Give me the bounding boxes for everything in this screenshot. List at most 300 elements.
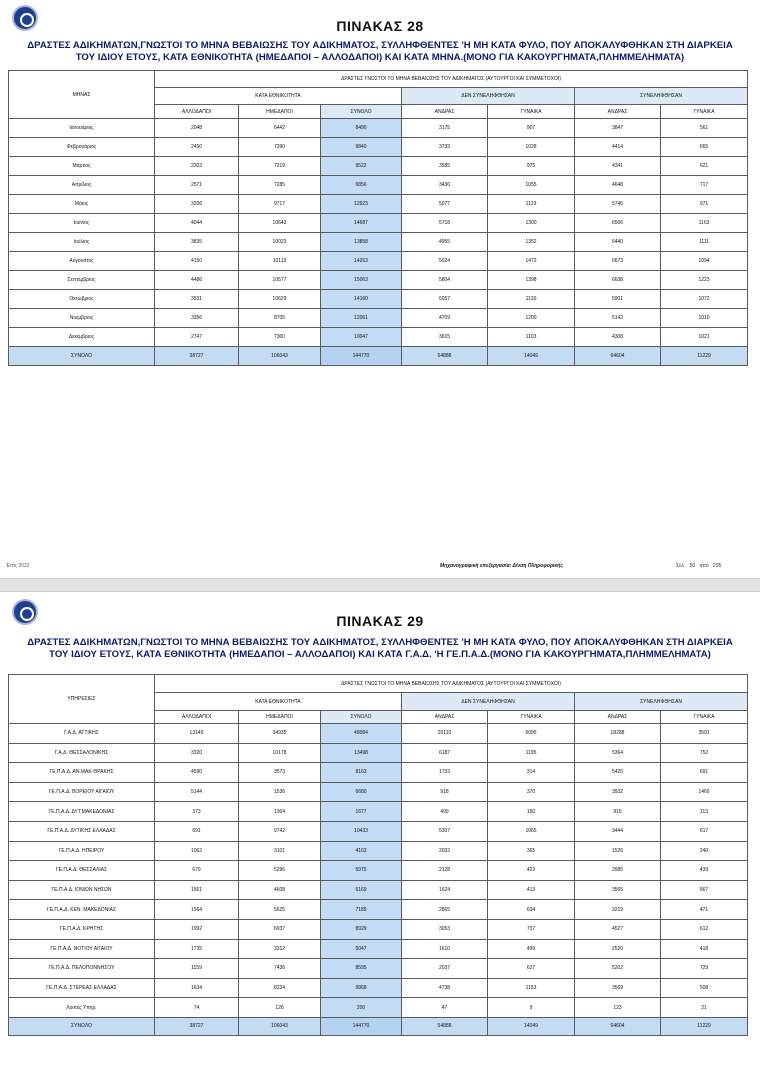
row-label-cell: ΓΕ.Π.Α.Δ. ΚΕΝ. ΜΑΚΕΔΟΝΙΑΣ [9, 900, 155, 920]
value-cell: 2128 [402, 861, 488, 881]
value-cell: 2048 [155, 119, 239, 138]
value-cell: 6169 [321, 880, 402, 900]
table-row [9, 138, 748, 157]
total-label-cell: ΣΥΝΟΛΟ [9, 1017, 155, 1035]
value-cell: 2865 [402, 900, 488, 920]
value-cell: 5901 [575, 290, 661, 309]
value-cell: 5625 [239, 900, 321, 920]
value-cell: 10643 [239, 214, 321, 233]
table-row [9, 271, 748, 290]
value-cell: 6673 [575, 252, 661, 271]
row-label-cell: Αύγουστος [9, 252, 155, 271]
table-body [9, 675, 748, 1036]
value-cell: 2032 [402, 841, 488, 861]
value-cell: 5202 [575, 959, 661, 979]
value-cell: 1153 [488, 978, 575, 998]
value-cell: 1072 [661, 290, 748, 309]
column-header-cell: ΓΥΝΑΙΚΑ [661, 105, 748, 119]
value-cell: 1536 [239, 782, 321, 802]
value-cell: 5144 [155, 782, 239, 802]
value-cell: 240 [661, 841, 748, 861]
value-cell: 12061 [321, 309, 402, 328]
top-header-cell: ΔΡΑΣΤΕΣ ΓΝΩΣΤΟΙ ΤΟ ΜΗΝΑ ΒΕΒΑΙΩΣΗΣ ΤΟΥ ΑΔΙΚΗΜΑΤΟΣ (ΑΥΤΟΥΡΓΟΙ ΚΑΙ ΣΥΜΜΕΤΟΧΟΙ) [155, 71, 748, 88]
value-cell: 1028 [488, 138, 575, 157]
value-cell: 10433 [321, 821, 402, 841]
row-label-cell: Γ.Α.Δ. ΑΤΤΙΚΗΣ [9, 724, 155, 744]
table-row [9, 195, 748, 214]
value-cell: 8490 [321, 119, 402, 138]
value-cell: 6442 [239, 119, 321, 138]
value-cell: 621 [661, 157, 748, 176]
table-row [9, 821, 748, 841]
value-cell: 3101 [239, 841, 321, 861]
value-cell: 729 [661, 959, 748, 979]
row-label-cell: Λοιπές Υπηρ. [9, 998, 155, 1018]
value-cell: 1163 [661, 214, 748, 233]
row-label-cell: Φεβρουάριος [9, 138, 155, 157]
value-cell: 567 [661, 880, 748, 900]
group-header-cell: ΣΥΝΕΛΗΦΘΗΣΑΝ [575, 88, 748, 105]
value-cell: 7189 [321, 900, 402, 920]
value-cell: 439 [661, 861, 748, 881]
value-cell: 5975 [321, 861, 402, 881]
table-row [9, 157, 748, 176]
value-cell: 8929 [321, 919, 402, 939]
top-header-cell: ΔΡΑΣΤΕΣ ΓΝΩΣΤΟΙ ΤΟ ΜΗΝΑ ΒΕΒΑΙΩΣΗΣ ΤΟΥ ΑΔΙΚΗΜΑΤΟΣ (ΑΥΤΟΥΡΓΟΙ ΚΑΙ ΣΥΜΜΕΤΟΧΟΙ) [155, 675, 748, 693]
value-cell: 4709 [402, 309, 488, 328]
value-cell: 508 [661, 978, 748, 998]
value-cell: 13858 [321, 233, 402, 252]
value-cell: 915 [575, 802, 661, 822]
row-label-cell: ΓΕ.Π.Α.Δ. ΙΟΝΙΩΝ ΝΗΣΩΝ [9, 880, 155, 900]
column-header-cell: ΑΝΔΡΑΣ [402, 105, 488, 119]
value-cell: 7436 [239, 959, 321, 979]
value-cell: 7285 [239, 176, 321, 195]
value-cell: 1460 [661, 782, 748, 802]
value-cell: 12923 [321, 195, 402, 214]
value-cell: 3585 [402, 157, 488, 176]
value-cell: 561 [661, 119, 748, 138]
footer-year: Έτος 2022 [6, 563, 30, 569]
subtitle-line-1: ΔΡΑΣΤΕΣ ΑΔΙΚΗΜΑΤΩΝ,ΓΝΩΣΤΟΙ ΤΟ ΜΗΝΑ ΒΕΒΑΙΩΣΗΣ ΤΟΥ ΑΔΙΚΗΜΑΤΟΣ, ΣΥΛΛΗΦΘΕΝΤΕΣ 'Η ΜΗ ΚΑΤΑ ΦΥΛΟ, ΠΟΥ ΑΠΟΚΑΛΥΦΘΗΚΑΝ ΣΤΗ ΔΙΑΡΚΕΙΑ [27, 637, 733, 648]
row-label-cell: ΓΕ.Π.Α.Δ. ΣΤΕΡΕΑΣ ΕΛΛΑΔΑΣ [9, 978, 155, 998]
value-cell: 612 [661, 919, 748, 939]
value-cell: 21 [661, 998, 748, 1018]
value-cell: 1561 [155, 880, 239, 900]
value-cell: 6095 [488, 724, 575, 744]
page-title: ΠΙΝΑΚΑΣ 29 [336, 613, 424, 629]
total-value-cell: 54888 [402, 347, 488, 366]
row-label-cell: ΓΕ.Π.Α.Δ. ΔΥΤ.ΜΑΚΕΔΟΝΙΑΣ [9, 802, 155, 822]
column-header-cell: ΓΥΝΑΙΚΑ [488, 711, 575, 724]
value-cell: 373 [155, 802, 239, 822]
group-header-cell: ΔΕΝ ΣΥΝΕΛΗΦΘΗΣΑΝ [402, 88, 575, 105]
value-cell: 1010 [661, 309, 748, 328]
total-row [9, 1017, 748, 1035]
column-header-cell: ΣΥΝΟΛΟ [321, 711, 402, 724]
value-cell: 113 [661, 802, 748, 822]
value-cell: 918 [402, 782, 488, 802]
table-row [9, 233, 748, 252]
value-cell: 499 [402, 802, 488, 822]
total-value-cell: 38727 [155, 1017, 239, 1035]
table-row [9, 724, 748, 744]
value-cell: 499 [488, 939, 575, 959]
value-cell: 150 [488, 802, 575, 822]
row-label-cell: ΓΕ.Π.Α.Δ. ΠΕΛΟΠΟΝΝΗΣΟΥ [9, 959, 155, 979]
value-cell: 3835 [155, 233, 239, 252]
group-header-cell: ΚΑΤΑ ΕΘΝΙΚΟΤΗΤΑ [155, 88, 402, 105]
column-header-cell: ΓΥΝΑΙΚΑ [488, 105, 575, 119]
value-cell: 1564 [155, 900, 239, 920]
total-value-cell: 11229 [661, 347, 748, 366]
value-cell: 1733 [402, 763, 488, 783]
header-row [9, 71, 748, 88]
value-cell: 15063 [321, 271, 402, 290]
subtitle-line-2: ΤΟΥ ΙΔΙΟΥ ΕΤΟΥΣ, ΚΑΤΑ ΕΘΝΙΚΟΤΗΤΑ (ΗΜΕΔΑΠΟΙ – ΑΛΛΟΔΑΠΟΙ) ΚΑΙ ΚΑΤΑ ΜΗΝΑ.(ΜΟΝΟ ΓΙΑ ΚΑΚΟΥΡΓΗΜΑΤΑ,ΠΛΗΜΜΕΛΗΜΑΤΑ) [75, 52, 685, 63]
row-label-cell: ΓΕ.Π.Α.Δ. ΒΟΡΕΙΟΥ ΑΙΓΑΙΟΥ [9, 782, 155, 802]
value-cell: 8163 [321, 763, 402, 783]
footer-page-number: Σελ. 50 από 295 [676, 563, 722, 569]
table-row [9, 743, 748, 763]
value-cell: 1735 [155, 939, 239, 959]
value-cell: 1223 [661, 271, 748, 290]
table-row [9, 978, 748, 998]
value-cell: 752 [661, 743, 748, 763]
value-cell: 1159 [155, 959, 239, 979]
value-cell: 8595 [321, 959, 402, 979]
value-cell: 10113 [239, 252, 321, 271]
value-cell: 3573 [239, 763, 321, 783]
total-label-cell: ΣΥΝΟΛΟ [9, 347, 155, 366]
row-label-cell: ΓΕ.Π.Α.Δ. ΔΥΤΙΚΗΣ ΕΛΛΑΔΑΣ [9, 821, 155, 841]
value-cell: 13149 [155, 724, 239, 744]
value-cell: 3531 [155, 290, 239, 309]
column-header-cell: ΗΜΕΔΑΠΟΙ [239, 711, 321, 724]
value-cell: 3356 [155, 309, 239, 328]
value-cell: 10577 [239, 271, 321, 290]
row-label-cell: ΓΕ.Π.Α.Δ. ΘΕΣΣΑΛΙΑΣ [9, 861, 155, 881]
value-cell: 3565 [575, 880, 661, 900]
value-cell: 314 [488, 763, 575, 783]
value-cell: 5047 [321, 939, 402, 959]
value-cell: 10023 [239, 233, 321, 252]
table-body [9, 71, 748, 366]
value-cell: 48084 [321, 724, 402, 744]
value-cell: 1103 [488, 328, 575, 347]
value-cell: 5307 [402, 821, 488, 841]
value-cell: 2520 [575, 939, 661, 959]
value-cell: 1111 [661, 233, 748, 252]
value-cell: 4163 [321, 841, 402, 861]
value-cell: 10629 [239, 290, 321, 309]
value-cell: 7219 [239, 157, 321, 176]
value-cell: 1610 [402, 939, 488, 959]
value-cell: 200 [321, 998, 402, 1018]
value-cell: 679 [155, 861, 239, 881]
value-cell: 20110 [402, 724, 488, 744]
value-cell: 365 [488, 841, 575, 861]
value-cell: 1624 [402, 880, 488, 900]
table-row [9, 919, 748, 939]
value-cell: 627 [488, 959, 575, 979]
total-value-cell: 14049 [488, 1017, 575, 1035]
value-cell: 6187 [402, 743, 488, 763]
page-table-29 [0, 592, 760, 1091]
row-label-cell: Ιανουάριος [9, 119, 155, 138]
value-cell: 123 [575, 998, 661, 1018]
table-row [9, 290, 748, 309]
value-cell: 13498 [321, 743, 402, 763]
value-cell: 423 [488, 861, 575, 881]
table-row [9, 309, 748, 328]
row-label-cell: ΓΕ.Π.Α.Δ. ΑΝ.ΜΑΚ-ΘΡΑΚΗΣ [9, 763, 155, 783]
value-cell: 8705 [239, 309, 321, 328]
value-cell: 5746 [575, 195, 661, 214]
value-cell: 370 [488, 782, 575, 802]
table-row [9, 176, 748, 195]
value-cell: 4150 [155, 252, 239, 271]
value-cell: 1992 [155, 919, 239, 939]
row-label-cell: Νοέμβριος [9, 309, 155, 328]
value-cell: 418 [661, 939, 748, 959]
total-value-cell: 106043 [239, 1017, 321, 1035]
value-cell: 14160 [321, 290, 402, 309]
total-value-cell: 144770 [321, 1017, 402, 1035]
value-cell: 4527 [575, 919, 661, 939]
value-cell: 9840 [321, 138, 402, 157]
value-cell: 14687 [321, 214, 402, 233]
value-cell: 5142 [575, 309, 661, 328]
value-cell: 1062 [155, 841, 239, 861]
column-header-cell: ΗΜΕΔΑΠΟΙ [239, 105, 321, 119]
value-cell: 975 [488, 157, 575, 176]
column-header-cell: ΑΛΛΟΔΑΠΟΙ [155, 105, 239, 119]
row-header-cell: ΥΠΗΡΕΣΙΕΣ [9, 675, 155, 724]
value-cell: 9742 [239, 821, 321, 841]
column-header-cell: ΑΛΛΟΔΑΠΟΙ [155, 711, 239, 724]
row-label-cell: Γ.Α.Δ. ΘΕΣΣΑΛΟΝΙΚΗΣ [9, 743, 155, 763]
column-header-cell: ΓΥΝΑΙΚΑ [661, 711, 748, 724]
value-cell: 3312 [239, 939, 321, 959]
value-cell: 6506 [575, 214, 661, 233]
value-cell: 3591 [661, 724, 748, 744]
row-header-cell: ΜΗΝΑΣ [9, 71, 155, 119]
group-header-cell: ΔΕΝ ΣΥΝΕΛΗΦΘΗΣΑΝ [402, 693, 575, 711]
value-cell: 1472 [488, 252, 575, 271]
row-label-cell: Οκτώβριος [9, 290, 155, 309]
page-footer [0, 562, 760, 572]
row-label-cell: Μάρτιος [9, 157, 155, 176]
value-cell: 737 [488, 919, 575, 939]
value-cell: 3569 [575, 978, 661, 998]
column-header-cell: ΣΥΝΟΛΟ [321, 105, 402, 119]
value-cell: 665 [661, 138, 748, 157]
value-cell: 5296 [239, 861, 321, 881]
footer-processing-note: Μηχανογραφική επεξεργασία: Δ/νση Πληροφορικής [440, 563, 563, 569]
value-cell: 14263 [321, 252, 402, 271]
value-cell: 717 [661, 176, 748, 195]
value-cell: 1304 [239, 802, 321, 822]
subtitle-line-1: ΔΡΑΣΤΕΣ ΑΔΙΚΗΜΑΤΩΝ,ΓΝΩΣΤΟΙ ΤΟ ΜΗΝΑ ΒΕΒΑΙΩΣΗΣ ΤΟΥ ΑΔΙΚΗΜΑΤΟΣ, ΣΥΛΛΗΦΘΕΝΤΕΣ 'Η ΜΗ ΚΑΤΑ ΦΥΛΟ, ΠΟΥ ΑΠΟΚΑΛΥΦΘΗΚΑΝ ΣΤΗ ΔΙΑΡΚΕΙΑ [27, 40, 733, 51]
value-cell: 413 [488, 880, 575, 900]
value-cell: 691 [155, 821, 239, 841]
data-table [8, 70, 748, 366]
table-row [9, 782, 748, 802]
value-cell: 7390 [239, 138, 321, 157]
table-row [9, 959, 748, 979]
value-cell: 3206 [155, 195, 239, 214]
value-cell: 1300 [488, 214, 575, 233]
table-row [9, 763, 748, 783]
value-cell: 6440 [575, 233, 661, 252]
table-row [9, 119, 748, 138]
value-cell: 3219 [575, 900, 661, 920]
table-row [9, 252, 748, 271]
value-cell: 47 [402, 998, 488, 1018]
value-cell: 1195 [488, 743, 575, 763]
value-cell: 9868 [321, 978, 402, 998]
value-cell: 5077 [402, 195, 488, 214]
value-cell: 634 [488, 900, 575, 920]
table-row [9, 900, 748, 920]
row-label-cell: Δεκέμβριος [9, 328, 155, 347]
table-row [9, 998, 748, 1018]
value-cell: 9522 [321, 157, 402, 176]
value-cell: 4608 [239, 880, 321, 900]
value-cell: 3444 [575, 821, 661, 841]
value-cell: 1200 [488, 309, 575, 328]
value-cell: 1129 [488, 195, 575, 214]
row-label-cell: Σεπτέμβριος [9, 271, 155, 290]
row-label-cell: Απρίλιος [9, 176, 155, 195]
total-row [9, 347, 748, 366]
value-cell: 6638 [575, 271, 661, 290]
value-cell: 3320 [155, 743, 239, 763]
total-value-cell: 64604 [575, 347, 661, 366]
value-cell: 3615 [402, 328, 488, 347]
row-label-cell: Ιούνιος [9, 214, 155, 233]
value-cell: 6680 [321, 782, 402, 802]
value-cell: 5804 [402, 271, 488, 290]
row-label-cell: Μάιος [9, 195, 155, 214]
value-cell: 3175 [402, 119, 488, 138]
total-value-cell: 106043 [239, 347, 321, 366]
value-cell: 691 [661, 763, 748, 783]
data-table [8, 674, 748, 1036]
value-cell: 5364 [575, 743, 661, 763]
value-cell: 9856 [321, 176, 402, 195]
value-cell: 4044 [155, 214, 239, 233]
value-cell: 4590 [155, 763, 239, 783]
value-cell: 1526 [575, 841, 661, 861]
value-cell: 3436 [402, 176, 488, 195]
column-header-cell: ΑΝΔΡΑΣ [575, 105, 661, 119]
value-cell: 7300 [239, 328, 321, 347]
table-row [9, 328, 748, 347]
group-header-cell: ΣΥΝΕΛΗΦΘΗΣΑΝ [575, 693, 748, 711]
value-cell: 2571 [155, 176, 239, 195]
value-cell: 126 [239, 998, 321, 1018]
value-cell: 2450 [155, 138, 239, 157]
value-cell: 9 [488, 998, 575, 1018]
table-row [9, 939, 748, 959]
value-cell: 2303 [155, 157, 239, 176]
value-cell: 10178 [239, 743, 321, 763]
column-header-cell: ΑΝΔΡΑΣ [575, 711, 661, 724]
total-value-cell: 54888 [402, 1017, 488, 1035]
row-label-cell: ΓΕ.Π.Α.Δ. ΝΟΤΙΟΥ ΑΙΓΑΙΟΥ [9, 939, 155, 959]
column-header-cell: ΑΝΔΡΑΣ [402, 711, 488, 724]
value-cell: 2985 [575, 861, 661, 881]
total-value-cell: 64604 [575, 1017, 661, 1035]
page-separator [0, 578, 760, 592]
total-value-cell: 144770 [321, 347, 402, 366]
value-cell: 4308 [575, 328, 661, 347]
table-row [9, 841, 748, 861]
value-cell: 74 [155, 998, 239, 1018]
value-cell: 1130 [488, 290, 575, 309]
value-cell: 2747 [155, 328, 239, 347]
value-cell: 2037 [402, 959, 488, 979]
value-cell: 10047 [321, 328, 402, 347]
value-cell: 471 [661, 900, 748, 920]
table-row [9, 802, 748, 822]
row-label-cell: Ιούλιος [9, 233, 155, 252]
total-value-cell: 14049 [488, 347, 575, 366]
value-cell: 4955 [402, 233, 488, 252]
value-cell: 4486 [155, 271, 239, 290]
value-cell: 6057 [402, 290, 488, 309]
value-cell: 4341 [575, 157, 661, 176]
value-cell: 3847 [575, 119, 661, 138]
table-subtitle [8, 40, 752, 64]
value-cell: 3932 [575, 782, 661, 802]
table-row [9, 880, 748, 900]
value-cell: 9717 [239, 195, 321, 214]
value-cell: 907 [488, 119, 575, 138]
header-row [9, 675, 748, 693]
value-cell: 1398 [488, 271, 575, 290]
total-value-cell: 11229 [661, 1017, 748, 1035]
row-label-cell: ΓΕ.Π.Α.Δ. ΗΠΕΙΡΟΥ [9, 841, 155, 861]
value-cell: 971 [661, 195, 748, 214]
value-cell: 3053 [402, 919, 488, 939]
group-header-cell: ΚΑΤΑ ΕΘΝΙΚΟΤΗΤΑ [155, 693, 402, 711]
total-value-cell: 38727 [155, 347, 239, 366]
value-cell: 1094 [661, 252, 748, 271]
value-cell: 5718 [402, 214, 488, 233]
value-cell: 4648 [575, 176, 661, 195]
value-cell: 4738 [402, 978, 488, 998]
value-cell: 5024 [402, 252, 488, 271]
table-row [9, 861, 748, 881]
row-label-cell: ΓΕ.Π.Α.Δ. ΚΡΗΤΗΣ [9, 919, 155, 939]
value-cell: 3733 [402, 138, 488, 157]
value-cell: 1021 [661, 328, 748, 347]
subtitle-line-2: ΤΟΥ ΙΔΙΟΥ ΕΤΟΥΣ, ΚΑΤΑ ΕΘΝΙΚΟΤΗΤΑ (ΗΜΕΔΑΠΟΙ – ΑΛΛΟΔΑΠΟΙ) ΚΑΙ ΚΑΤΑ Γ.Α.Δ. 'Η ΓΕ.Π.Α.Δ.(ΜΟΝΟ ΓΙΑ ΚΑΚΟΥΡΓΗΜΑΤΑ,ΠΛΗΜΜΕΛΗΜΑΤΑ) [49, 649, 711, 660]
value-cell: 34935 [239, 724, 321, 744]
value-cell: 5425 [575, 763, 661, 783]
value-cell: 1677 [321, 802, 402, 822]
page-title: ΠΙΝΑΚΑΣ 28 [336, 18, 424, 34]
value-cell: 1055 [488, 176, 575, 195]
table-row [9, 214, 748, 233]
value-cell: 617 [661, 821, 748, 841]
value-cell: 18288 [575, 724, 661, 744]
value-cell: 1634 [155, 978, 239, 998]
table-subtitle [8, 637, 752, 661]
